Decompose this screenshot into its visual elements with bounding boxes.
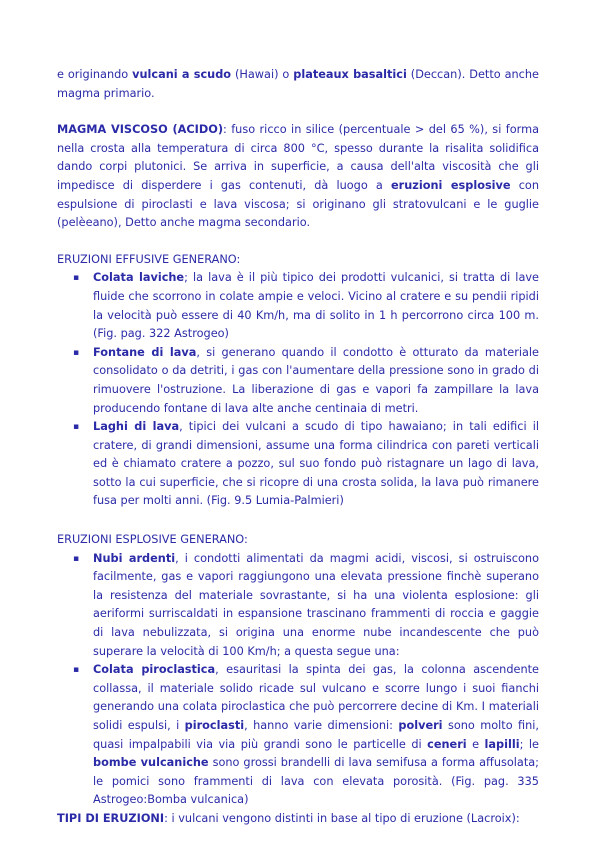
viscous-magma-paragraph: MAGMA VISCOSO (ACIDO): fuso ricco in silice (percentuale > del 65 %), si forma nella crosta alla temperatura di circa 800 °C, spesso durante la risalita solidifica dando corpi plutonici. Se arriva in superficie, a causa dell'alta viscosità che gli impedisce di disperdere i gas contenuti, dà luogo a eruzioni esplosive con espulsione di piroclasti e lava viscosa; si originano gli stratovulcani e le guglie (pelèeano), Detto anche magma secondario. — [57, 123, 539, 230]
list-item: ▪ Laghi di lava, tipici dei vulcani a scudo di tipo hawaiano; in tali edifici il cratere, di grandi dimensioni, assume una forma cilindrica con pareti verticali ed è chiamato cratere a pozzo, sul suo fondo può ristagnare un lago di lava, sotto la cui superficie, che si ricopre di una crosta solida, la lava può rimanere fusa per molti anni. (Fig. 9.5 Lumia-Palmieri) — [73, 420, 539, 508]
explosive-list — [57, 550, 539, 810]
heading-tipi-di-eruzioni: TIPI DI ERUZIONI — [57, 811, 165, 825]
document-page — [57, 66, 539, 829]
types-paragraph: TIPI DI ERUZIONI: i vulcani vengono distinti in base al tipo di eruzione (Lacroix): — [57, 811, 520, 825]
bullet-icon: ▪ — [73, 553, 80, 564]
list-item: ▪ Colata piroclastica, esauritasi la spinta dei gas, la colonna ascendente collassa, il materiale solido ricade sul vulcano e scorre lungo i suoi fianchi generando una colata piroclastica che può percorrere decine di Km. I materiali solidi espulsi, i piroclasti, hanno varie dimensioni: polveri sono molto fini, quasi impalpabili via via più grandi sono le particelle di ceneri e lapilli; le bombe vulcaniche sono grossi brandelli di lava semifusa a forma affusolata; le pomici sono frammenti di lava con elevata porosità. (Fig. pag. 335 Astrogeo:Bomba vulcanica) — [73, 663, 539, 807]
heading-eruzioni-effusive: ERUZIONI EFFUSIVE GENERANO: — [57, 252, 241, 266]
heading-eruzioni-esplosive: ERUZIONI ESPLOSIVE GENERANO: — [57, 533, 248, 547]
term-eruzioni-esplosive: eruzioni esplosive — [390, 178, 511, 192]
effusive-list — [57, 269, 539, 511]
intro-paragraph: e originando vulcani a scudo (Hawai) o plateaux basaltici (Deccan). Detto anche magma primario. — [57, 68, 539, 100]
list-item: ▪ Fontane di lava, si generano quando il condotto è otturato da materiale consolidato o da detriti, i gas con l'aumentare della pressione sono in grado di rimuovere l'ostruzione. La liberazione di gas e vapori fa zampillare la lava producendo fontane di lava alte anche centinaia di metri. — [73, 345, 539, 415]
list-item: ▪ Nubi ardenti, i condotti alimentati da magmi acidi, viscosi, si ostruiscono facilmente, gas e vapori raggiungono una elevata pressione finchè superano la resistenza del materiale sovrastante, si ha una violenta esplosione: gli aeriformi surriscaldati in espansione trascinano frammenti di roccia e gaggie di lava nebulizzata, si origina una enorme nube incandescente che può superare la velocità di 100 Km/h; a questa segue una: — [73, 551, 539, 658]
term-vulcani-a-scudo: vulcani a scudo — [132, 68, 232, 81]
list-item: ▪ Colata laviche; la lava è il più tipico dei prodotti vulcanici, si tratta di lave fluide che scorrono in colate ampie e veloci. Vicino al cratere e su pendii ripidi la velocità può essere di 40 Km/h, ma di solito in 1 h percorrono circa 100 m. (Fig. pag. 322 Astrogeo) — [73, 271, 540, 341]
term-plateaux-basaltici: plateaux basaltici — [293, 68, 407, 81]
bullet-icon: ▪ — [73, 422, 80, 433]
bullet-icon: ▪ — [73, 665, 80, 676]
heading-magma-viscoso: MAGMA VISCOSO (ACIDO) — [57, 123, 223, 137]
bullet-icon: ▪ — [73, 273, 80, 284]
bullet-icon: ▪ — [73, 347, 80, 358]
